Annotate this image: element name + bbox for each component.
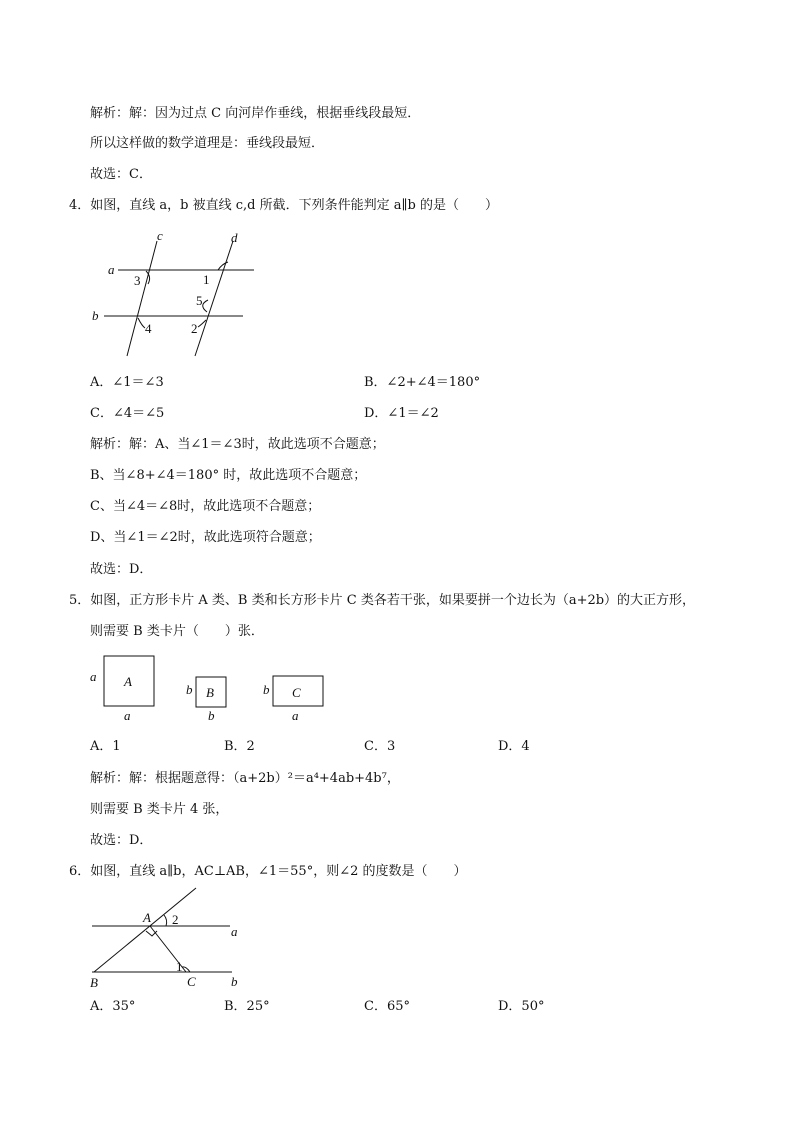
q5-answer: 故选：D． <box>90 833 153 848</box>
q5-label-b-bottom: b <box>208 708 215 723</box>
q6-label-b: b <box>231 974 238 989</box>
q4-analysis-d: D、当∠1＝∠2时，故此选项符合题意； <box>90 530 321 545</box>
q5-conclusion: 则需要 B 类卡片 4 张， <box>90 802 229 817</box>
q4-option-a: A．∠1＝∠3 <box>90 375 164 390</box>
q6-label-C: C <box>187 974 196 989</box>
q4-label-4: 4 <box>145 321 152 336</box>
q6-label-a: a <box>231 924 238 939</box>
q4-option-d: D．∠1＝∠2 <box>364 406 439 421</box>
q4-analysis-c: C、当∠4＝∠8时，故此选项不合题意； <box>90 499 321 514</box>
q6-label-2: 2 <box>172 912 179 927</box>
q6-option-b: B．25° <box>224 999 270 1014</box>
q3-analysis: 解析：解：因为过点 C 向河岸作垂线，根据垂线段最短． <box>90 106 421 121</box>
q5-question: 5．如图，正方形卡片 A 类、B 类和长方形卡片 C 类各若干张，如果要拼一个边长为（a+2b）的大正方形， <box>69 593 696 608</box>
q5-question-cont: 则需要 B 类卡片（ ）张． <box>90 624 264 639</box>
q4-option-b: B．∠2+∠4＝180° <box>364 375 481 390</box>
q4-label-a: a <box>108 262 115 277</box>
q5-label-c-bottom: a <box>292 708 299 723</box>
q4-label-d: d <box>231 230 238 245</box>
q6-arc-2 <box>164 915 167 926</box>
q5-label-a-bottom: a <box>124 708 131 723</box>
q4-answer: 故选：D． <box>90 562 153 577</box>
q4-label-1: 1 <box>203 272 210 287</box>
q6-option-c: C．65° <box>364 999 410 1014</box>
q4-label-2: 2 <box>191 321 198 336</box>
q6-label-B: B <box>90 975 98 990</box>
q5-label-A: A <box>124 674 132 689</box>
q5-label-a-side: a <box>90 669 97 684</box>
q5-label-b-side1: b <box>186 682 193 697</box>
q6-label-1: 1 <box>176 959 183 974</box>
q6-option-a: A．35° <box>90 999 136 1014</box>
q4-label-c: c <box>157 228 163 243</box>
q5-option-d: D．4 <box>498 739 530 754</box>
q6-question: 6．如图，直线 a∥b，AC⊥AB，∠1＝55°，则∠2 的度数是（ ） <box>69 864 467 879</box>
q4-question: 4．如图，直线 a，b 被直线 c,d 所截．下列条件能判定 a∥b 的是（ ） <box>69 198 498 213</box>
q4-label-b: b <box>92 308 99 323</box>
q5-option-a: A．1 <box>90 739 121 754</box>
q4-label-5: 5 <box>196 293 203 308</box>
q5-label-B: B <box>206 685 214 700</box>
q5-label-b-side2: b <box>263 682 270 697</box>
q5-option-c: C．3 <box>364 739 396 754</box>
q5-label-C: C <box>292 685 301 700</box>
q6-option-d: D．50° <box>498 999 545 1014</box>
q6-label-A: A <box>143 910 151 925</box>
q4-option-c: C．∠4＝∠5 <box>90 406 165 421</box>
q3-answer: 故选：C． <box>90 167 152 182</box>
q4-analysis-a: 解析：解：A、当∠1＝∠3时，故此选项不合题意； <box>90 437 385 452</box>
q5-analysis: 解析：解：根据题意得：（a+2b）²＝a⁴+4ab+4b⁷， <box>90 771 400 786</box>
q4-label-3: 3 <box>134 273 141 288</box>
q4-analysis-b: B、当∠8+∠4＝180° 时，故此选项不合题意； <box>90 468 367 483</box>
q3-reason: 所以这样做的数学道理是：垂线段最短． <box>90 136 325 151</box>
q5-option-b: B．2 <box>224 739 255 754</box>
